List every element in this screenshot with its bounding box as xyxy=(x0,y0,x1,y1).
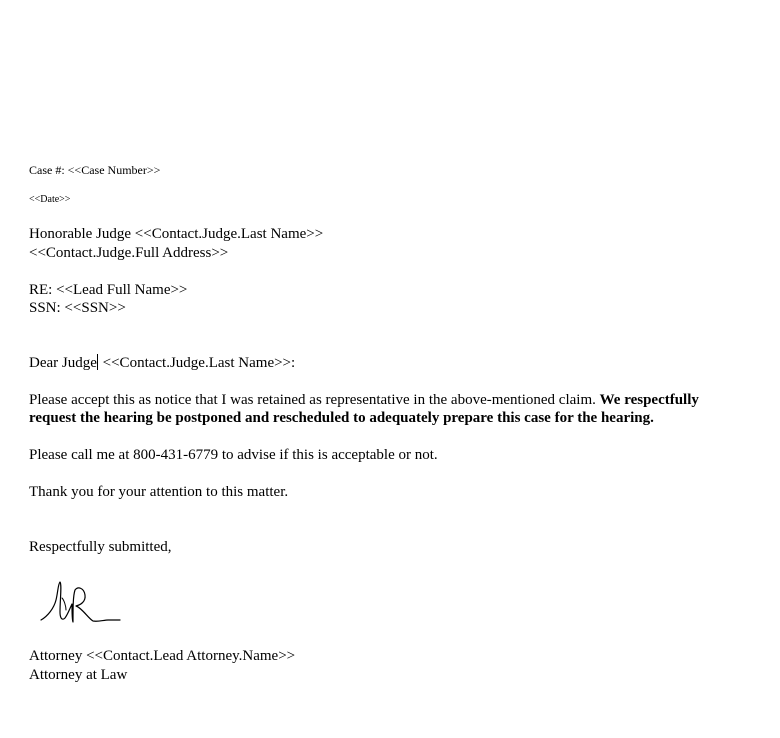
signer-title: Attorney at Law xyxy=(29,667,128,683)
addressee-line-2: <<Contact.Judge.Full Address>> xyxy=(29,245,229,261)
signer-name: Attorney <<Contact.Lead Attorney.Name>> xyxy=(29,648,296,664)
paragraph-2: Please call me at 800-431-6779 to advise if this is acceptable or not. xyxy=(29,447,438,463)
closing: Respectfully submitted, xyxy=(29,539,172,555)
salutation-end: <<Contact.Judge.Last Name>>: xyxy=(98,355,296,371)
salutation xyxy=(29,354,295,372)
ssn-line: SSN: <<SSN>> xyxy=(29,300,126,316)
paragraph-3: Thank you for your attention to this matter. xyxy=(29,484,289,500)
case-number-line: Case #: <<Case Number>> xyxy=(29,163,161,177)
paragraph-1-text: Please accept this as notice that I was retained as representative in the above-mentioned claim. xyxy=(29,392,600,408)
paragraph-1-line-1 xyxy=(29,391,699,409)
salutation-start: Dear Judge xyxy=(29,355,97,371)
signature-image xyxy=(38,578,124,628)
date-line: <<Date>> xyxy=(29,194,71,205)
text-cursor xyxy=(97,354,98,370)
paragraph-1-bold-text: We respectfully xyxy=(599,392,699,408)
paragraph-1-line-2: request the hearing be postponed and rescheduled to adequately prepare this case for the hearing. xyxy=(29,410,654,426)
re-line: RE: <<Lead Full Name>> xyxy=(29,282,188,298)
addressee-line-1: Honorable Judge <<Contact.Judge.Last Name>> xyxy=(29,226,324,242)
